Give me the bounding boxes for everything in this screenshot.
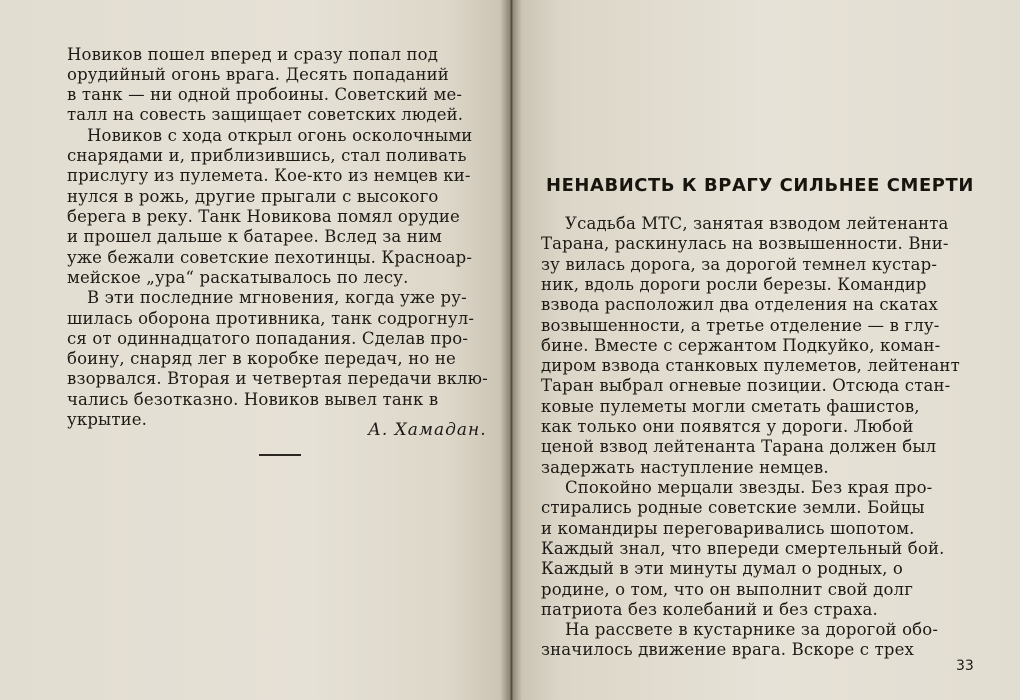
text-line: прислугу из пулемета. Кое-кто из немцев ки- <box>67 166 471 185</box>
section-end-rule <box>259 454 301 456</box>
text-line: ценой взвод лейтенанта Тарана должен был <box>541 437 937 456</box>
book-gutter <box>500 0 522 700</box>
text-line: мейское „ура“ раскатывалось по лесу. <box>67 268 409 287</box>
text-line: как только они появятся у дороги. Любой <box>541 417 914 436</box>
text-line: ник, вдоль дороги росли березы. Командир <box>541 275 927 294</box>
text-line: берега в реку. Танк Новикова помял орудие <box>67 207 460 226</box>
text-line: чались безотказно. Новиков вывел танк в <box>67 390 439 409</box>
text-line: Усадьба МТС, занятая взводом лейтенанта <box>565 214 949 233</box>
text-line: Спокойно мерцали звезды. Без края про- <box>565 478 933 497</box>
text-line: значилось движение врага. Вскоре с трех <box>541 640 914 659</box>
text-line: На рассвете в кустарнике за дорогой обо- <box>565 620 939 639</box>
text-line: Каждый знал, что впереди смертельный бой. <box>541 539 945 558</box>
text-line: Тарана, раскинулась на возвышенности. Вни- <box>541 234 949 253</box>
page-number: 33 <box>956 658 974 674</box>
text-line: нулся в рожь, другие прыгали с высокого <box>67 187 439 206</box>
text-line: бине. Вместе с сержантом Подкуйко, коман- <box>541 336 941 355</box>
right-text-block <box>541 214 981 659</box>
text-line: стирались родные советские земли. Бойцы <box>541 498 925 517</box>
text-line: задержать наступление немцев. <box>541 458 829 477</box>
text-line: снарядами и, приблизившись, стал поливать <box>67 146 467 165</box>
left-text-block <box>67 45 497 429</box>
text-line: возвышенности, а третье отделение — в глу- <box>541 316 940 335</box>
text-line: и прошел дальше к батарее. Вслед за ним <box>67 227 443 246</box>
text-line: в танк — ни одной пробоины. Советский ме- <box>67 85 463 104</box>
text-line: уже бежали советские пехотинцы. Красноар- <box>67 248 473 267</box>
chapter-title: НЕНАВИСТЬ К ВРАГУ СИЛЬНЕЕ СМЕРТИ <box>546 175 974 196</box>
text-line: укрытие. <box>67 410 148 429</box>
text-line: орудийный огонь врага. Десять попаданий <box>67 65 449 84</box>
text-line: ся от одиннадцатого попадания. Сделав про- <box>67 329 469 348</box>
text-line: и командиры переговаривались шопотом. <box>541 519 915 538</box>
text-line: шилась оборона противника, танк содрогнул- <box>67 309 475 328</box>
text-line: взорвался. Вторая и четвертая передачи вклю- <box>67 369 488 388</box>
text-line: ковые пулеметы могли сметать фашистов, <box>541 397 920 416</box>
author-signature: А. Хамадан. <box>368 420 487 440</box>
text-line: диром взвода станковых пулеметов, лейтенант <box>541 356 960 375</box>
text-line: зу вилась дорога, за дорогой темнел кустар- <box>541 255 938 274</box>
text-line: взвода расположил два отделения на скатах <box>541 295 938 314</box>
text-line: родине, о том, что он выполнит свой долг <box>541 580 913 599</box>
text-line: Новиков пошел вперед и сразу попал под <box>67 45 439 64</box>
text-line: патриота без колебаний и без страха. <box>541 600 878 619</box>
text-line: Новиков с хода открыл огонь осколочными <box>87 126 473 145</box>
text-line: Каждый в эти минуты думал о родных, о <box>541 559 904 578</box>
text-line: В эти последние мгновения, когда уже ру- <box>87 288 467 307</box>
text-line: талл на совесть защищает советских людей. <box>67 105 464 124</box>
text-line: боину, снаряд лег в коробке передач, но не <box>67 349 456 368</box>
text-line: Таран выбрал огневые позиции. Отсюда стан- <box>541 376 951 395</box>
